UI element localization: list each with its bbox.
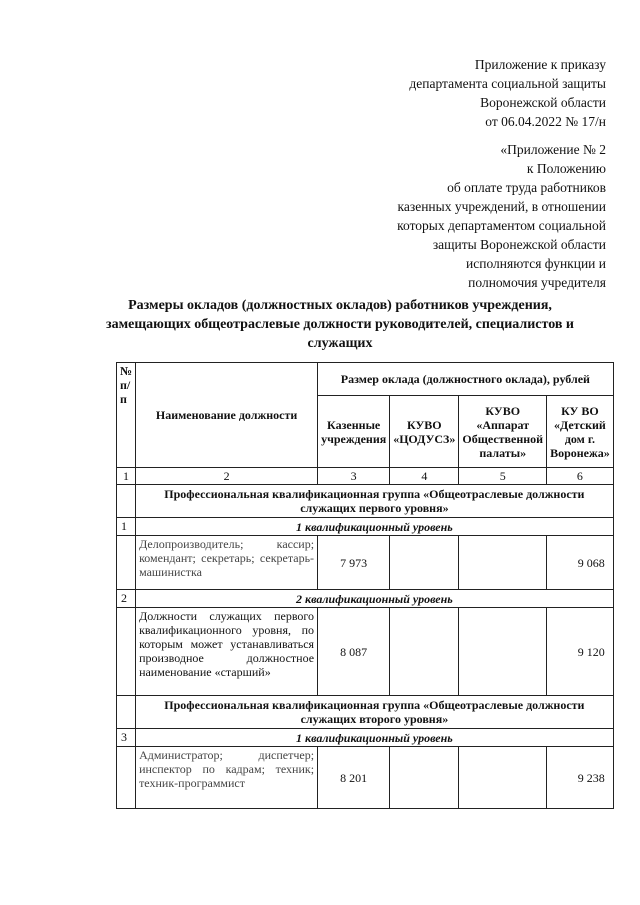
- row-num: 3: [117, 729, 136, 747]
- level-title: 1 квалификационный уровень: [136, 729, 614, 747]
- column-index: 1: [117, 468, 136, 485]
- column-index: 6: [547, 468, 614, 485]
- header-col-d: КУ ВО «Детский дом г. Воронежа»: [547, 396, 614, 468]
- group-title: Профессиональная квалификационная группа «Общеотраслевые должности служащих первого уровня»: [136, 485, 614, 518]
- salary-value: [459, 608, 547, 696]
- appendix2-line: полномочия учредителя: [468, 275, 606, 290]
- appendix2-header: [397, 140, 606, 292]
- salary-table: [116, 362, 614, 809]
- appendix2-line: защиты Воронежской области: [432, 237, 606, 252]
- position-name: Администратор; диспетчер; инспектор по кадрам; техник; техник-программист: [136, 747, 318, 809]
- level-row: [117, 729, 614, 747]
- header-col-c: КУВО «Аппарат Общественной палаты»: [459, 396, 547, 468]
- appendix2-line: исполняются функции и: [466, 256, 606, 271]
- column-index-row: [117, 468, 614, 485]
- row-num: 1: [117, 518, 136, 536]
- table-header-row: [117, 363, 614, 396]
- position-name: Делопроизводитель; кассир; комендант; секретарь; секретарь- машинистка: [136, 536, 318, 590]
- salary-value: 9 238: [547, 747, 614, 809]
- column-index: 5: [459, 468, 547, 485]
- appendix-line: департамента социальной защиты: [409, 76, 606, 91]
- salary-value: [390, 747, 459, 809]
- appendix2-line: к Положению: [526, 161, 606, 176]
- appendix2-line: казенных учреждений, в отношении: [397, 199, 606, 214]
- level-title: 2 квалификационный уровень: [136, 590, 614, 608]
- column-index: 2: [136, 468, 318, 485]
- table-row: [117, 536, 614, 590]
- appendix2-line: «Приложение № 2: [500, 142, 606, 157]
- level-row: [117, 518, 614, 536]
- position-name: Должности служащих первого квалификационного уровня, по которым может устанавливаться производное должностное наименование «старший»: [136, 608, 318, 696]
- salary-value: 9 120: [547, 608, 614, 696]
- table-row: [117, 608, 614, 696]
- header-position-name: Наименование должности: [136, 363, 318, 468]
- table-row: [117, 747, 614, 809]
- appendix-line: Приложение к приказу: [474, 57, 606, 72]
- appendix-header: [409, 55, 606, 131]
- salary-value: 8 087: [318, 608, 390, 696]
- salary-value: [459, 747, 547, 809]
- row-num: 2: [117, 590, 136, 608]
- column-index: 4: [390, 468, 459, 485]
- header-num: № п/п: [117, 363, 136, 468]
- document-title: Размеры окладов (должностных окладов) работников учреждения, замещающих общеотраслевые должности руководителей, специалистов и служащих: [105, 298, 574, 351]
- header-col-b: КУВО «ЦОДУСЗ»: [390, 396, 459, 468]
- group-row: [117, 696, 614, 729]
- appendix-line: от 06.04.2022 № 17/н: [485, 114, 606, 129]
- column-index: 3: [318, 468, 390, 485]
- salary-value: 9 068: [547, 536, 614, 590]
- header-col-a: Казенные учреждения: [318, 396, 390, 468]
- level-row: [117, 590, 614, 608]
- appendix2-line: об оплате труда работников: [447, 180, 606, 195]
- level-title: 1 квалификационный уровень: [136, 518, 614, 536]
- salary-value: [459, 536, 547, 590]
- salary-value: [390, 608, 459, 696]
- appendix2-line: которых департаментом социальной: [397, 218, 606, 233]
- salary-value: 7 973: [318, 536, 390, 590]
- salary-value: 8 201: [318, 747, 390, 809]
- salary-value: [390, 536, 459, 590]
- appendix-line: Воронежской области: [480, 95, 606, 110]
- header-salary: Размер оклада (должностного оклада), рублей: [318, 363, 614, 396]
- group-title: Профессиональная квалификационная группа «Общеотраслевые должности служащих второго уровня»: [136, 696, 614, 729]
- group-row: [117, 485, 614, 518]
